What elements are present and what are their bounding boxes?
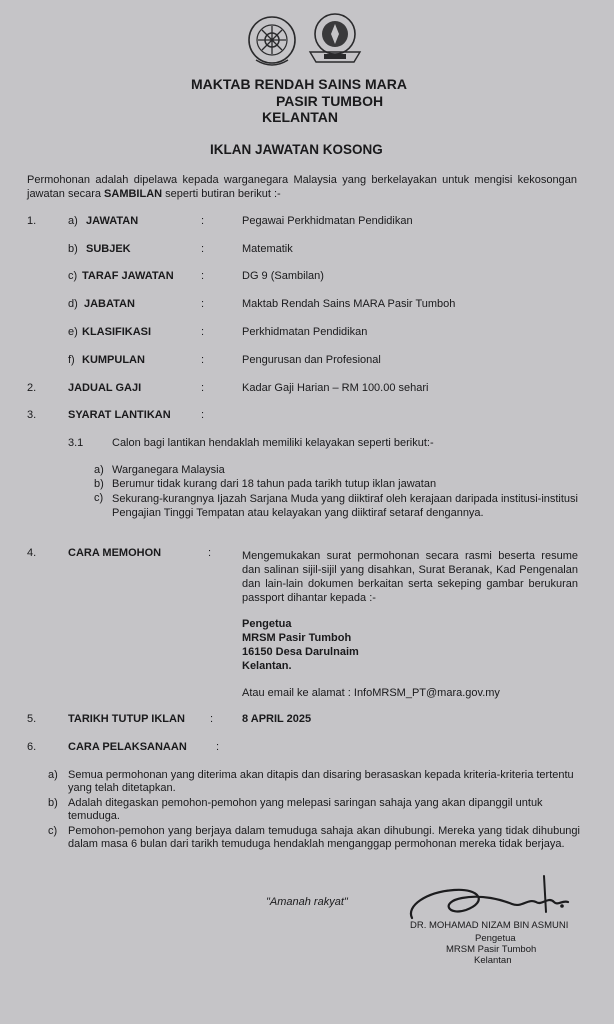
section-2-label: JADUAL GAJI [68, 382, 142, 394]
row-d-colon: : [201, 298, 205, 310]
section-5-label: TARIKH TUTUP IKLAN [68, 713, 185, 725]
section-5-number: 5. [27, 713, 37, 725]
section-5-colon: : [210, 713, 214, 725]
section-6-colon: : [216, 741, 220, 753]
signatory-org: MRSM Pasir Tumboh [446, 944, 537, 955]
address-line-4: Kelantan. [242, 660, 292, 672]
row-d-label: JABATAN [84, 298, 135, 310]
section-4-colon: : [208, 547, 212, 559]
row-d-letter: d) [68, 298, 78, 310]
row-a-value: Pegawai Perkhidmatan Pendidikan [242, 215, 413, 227]
address-line-2: MRSM Pasir Tumboh [242, 632, 352, 644]
section-3-colon: : [201, 409, 205, 421]
section-2-value: Kadar Gaji Harian – RM 100.00 sehari [242, 382, 429, 394]
row-b-label: SUBJEK [86, 243, 131, 255]
address-line-3: 16150 Desa Darulnaim [242, 646, 359, 658]
s3-item-c-letter: c) [94, 492, 104, 504]
s3-item-c-text: Sekurang-kurangnya Ijazah Sarjana Muda yang diiktiraf oleh kerajaan daripada institusi-institusi Pengajian Tinggi Tempatan atau kelayakan yang diiktiraf setaraf dengannya. [112, 493, 578, 519]
section-4-label: CARA MEMOHON [68, 547, 162, 559]
row-f-colon: : [201, 354, 205, 366]
row-e-letter: e) [68, 326, 78, 338]
s6-item-c-letter: c) [48, 825, 58, 837]
s3-item-b-text: Berumur tidak kurang dari 18 tahun pada tarikh tutup iklan jawatan [112, 478, 437, 490]
section-3-number: 3. [27, 409, 37, 421]
section-3-label: SYARAT LANTIKAN [68, 409, 171, 421]
s6-item-a-letter: a) [48, 769, 58, 781]
section-5-value: 8 APRIL 2025 [242, 713, 312, 725]
row-c-colon: : [201, 270, 205, 282]
signatory-name: DR. MOHAMAD NIZAM BIN ASMUNI [410, 920, 569, 931]
address-line-1: Pengetua [242, 618, 292, 630]
row-f-label: KUMPULAN [82, 354, 145, 366]
intro-bold: SAMBILAN [104, 188, 163, 200]
title-line-1: MAKTAB RENDAH SAINS MARA [191, 76, 407, 92]
s3-item-a-text: Warganegara Malaysia [112, 464, 225, 476]
row-d-value: Maktab Rendah Sains MARA Pasir Tumboh [242, 298, 456, 310]
s6-item-c-text: Pemohon-pemohon yang berjaya dalam temuduga sahaja akan dihubungi. Mereka yang tidak dihubungi dalam masa 6 bulan dari tarikh temuduga hendaklah menganggap permohonan mereka tidak berjaya. [68, 825, 580, 850]
s3-item-a-letter: a) [94, 464, 104, 476]
signatory-state: Kelantan [474, 955, 512, 966]
row-e-colon: : [201, 326, 205, 338]
right-seal-logo [304, 10, 366, 66]
intro-paragraph [27, 173, 577, 201]
title-line-3: KELANTAN [262, 109, 338, 125]
row-b-value: Matematik [242, 243, 293, 255]
title-line-2: PASIR TUMBOH [276, 93, 384, 109]
ad-title: IKLAN JAWATAN KOSONG [210, 142, 383, 157]
s6-item-b-text: Adalah ditegaskan pemohon-pemohon yang melepasi saringan sahaja yang akan dipanggil untuk temuduga. [68, 797, 543, 822]
section-3-sub-number: 3.1 [68, 437, 84, 449]
left-seal-logo [246, 12, 298, 72]
row-e-label: KLASIFIKASI [82, 326, 152, 338]
s3-item-b-letter: b) [94, 478, 104, 490]
section-4-number: 4. [27, 547, 37, 559]
section-2-colon: : [201, 382, 205, 394]
row-b-colon: : [201, 243, 205, 255]
section-3-sub-text: Calon bagi lantikan hendaklah memiliki kelayakan seperti berikut:- [112, 437, 434, 449]
motto: "Amanah rakyat" [266, 896, 348, 908]
s6-item-a-text: Semua permohonan yang diterima akan ditapis dan disaring berasaskan kepada kriteria-kriteria tertentu yang telah ditetapkan. [68, 769, 574, 794]
row-c-letter: c) [68, 270, 78, 282]
intro-text-before: Permohonan adalah dipelawa kepada warganegara Malaysia yang berkelayakan untuk mengisi kekosongan jawatan secara [27, 174, 577, 200]
section-6-label: CARA PELAKSANAAN [68, 741, 187, 753]
row-b-letter: b) [68, 243, 78, 255]
row-f-value: Pengurusan dan Profesional [242, 354, 381, 366]
section-1-number: 1. [27, 215, 37, 227]
email-line: Atau email ke alamat : InfoMRSM_PT@mara.gov.my [242, 687, 500, 699]
intro-text-after: seperti butiran berikut :- [162, 188, 281, 200]
row-a-colon: : [201, 215, 205, 227]
section-4-text: Mengemukakan surat permohonan secara rasmi beserta resume dan salinan sijil-sijil yang disahkan, Surat Beranak, Kad Pengenalan dan lain-lain dokumen berkaitan serta sekeping gambar berukuran passport dihantar kepada :- [242, 550, 578, 604]
row-f-letter: f) [68, 354, 75, 366]
section-2-number: 2. [27, 382, 37, 394]
row-c-label: TARAF JAWATAN [82, 270, 174, 282]
signatory-title: Pengetua [475, 933, 516, 944]
row-e-value: Perkhidmatan Pendidikan [242, 326, 368, 338]
row-c-value: DG 9 (Sambilan) [242, 270, 324, 282]
section-6-number: 6. [27, 741, 37, 753]
row-a-letter: a) [68, 215, 78, 227]
s6-item-b-letter: b) [48, 797, 58, 809]
row-a-label: JAWATAN [86, 215, 139, 227]
